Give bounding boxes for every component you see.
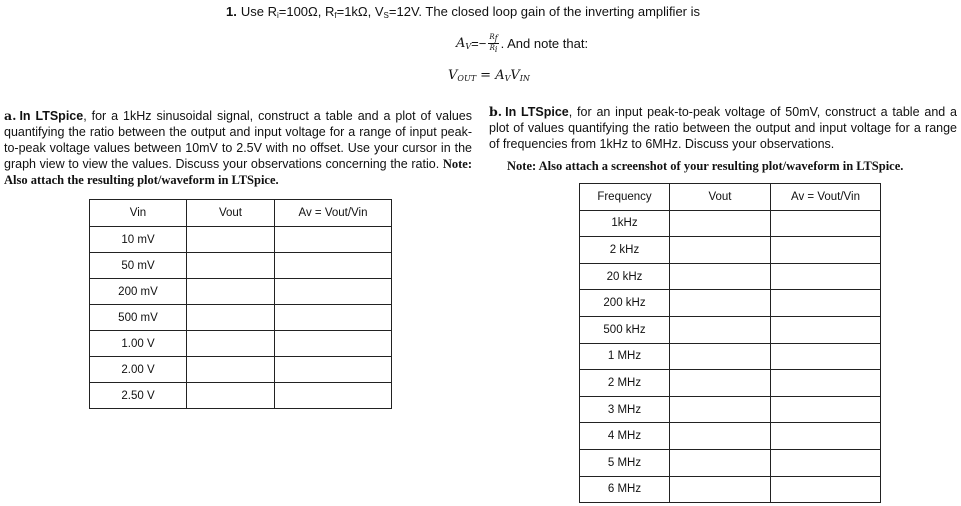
frequency-table (579, 183, 881, 503)
vout-cell[interactable] (670, 423, 771, 450)
av-cell[interactable] (771, 396, 881, 423)
av-cell[interactable] (771, 343, 881, 370)
question-number: 1. (226, 4, 237, 19)
table-row (90, 253, 392, 279)
freq-cell: 6 MHz (580, 476, 670, 503)
vout-cell[interactable] (670, 316, 771, 343)
output-equation: $V_{OUT} = A_VV_{IN}$ (448, 68, 530, 83)
table-row (580, 263, 881, 290)
av-cell[interactable] (771, 210, 881, 237)
vout-cell[interactable] (187, 305, 275, 331)
question-statement: 1. Use $R_i=100\Omega$, $R_f=1k\Omega$, $V_S=12V$. The closed loop gain of the inverting amplifier is (226, 4, 701, 20)
table-row (580, 476, 881, 503)
col-header: Av = Vout/Vin (771, 184, 881, 211)
vin-cell: 500 mV (90, 305, 187, 331)
table-row (90, 357, 392, 383)
table-row (580, 316, 881, 343)
av-cell[interactable] (771, 237, 881, 264)
vin-cell: 200 mV (90, 279, 187, 305)
table-row (580, 290, 881, 317)
table-row (90, 331, 392, 357)
av-cell[interactable] (771, 316, 881, 343)
av-cell[interactable] (771, 263, 881, 290)
table-row (580, 396, 881, 423)
freq-cell: 5 MHz (580, 449, 670, 476)
part-b-label: b. (489, 104, 503, 119)
table-row (580, 237, 881, 264)
part-a-text: a. In LTSpice, for a 1kHz sinusoidal signal, construct a table and a plot of values quantifying the ratio between the output and input voltage for a range of input peak-to-peak voltage values between 10mV to 2.5V with no offset. Use your cursor in the graph view to view the values. Discuss your observations concerning the ratio. Note: Also attach the resulting plot/waveform in LTSpice. (4, 108, 472, 187)
av-cell[interactable] (771, 370, 881, 397)
freq-cell: 1kHz (580, 210, 670, 237)
freq-cell: 200 kHz (580, 290, 670, 317)
vout-cell[interactable] (187, 253, 275, 279)
av-cell[interactable] (275, 253, 392, 279)
vout-cell[interactable] (670, 237, 771, 264)
table-header-row (90, 200, 392, 227)
col-header: Av = Vout/Vin (275, 200, 392, 227)
table-row (580, 343, 881, 370)
table-row (90, 383, 392, 409)
part-b-note: Note: Also attach a screenshot of your resulting plot/waveform in LTSpice. (507, 159, 904, 173)
vin-cell: 10 mV (90, 227, 187, 253)
av-cell[interactable] (275, 357, 392, 383)
freq-cell: 500 kHz (580, 316, 670, 343)
table-row (580, 423, 881, 450)
table-header-row (580, 184, 881, 211)
vout-cell[interactable] (670, 210, 771, 237)
vin-table (89, 199, 392, 409)
col-header: Vout (187, 200, 275, 227)
vout-cell[interactable] (670, 263, 771, 290)
freq-cell: 3 MHz (580, 396, 670, 423)
av-cell[interactable] (771, 449, 881, 476)
col-header: Vin (90, 200, 187, 227)
table-row (90, 279, 392, 305)
vin-cell: 2.00 V (90, 357, 187, 383)
vout-cell[interactable] (670, 449, 771, 476)
table-row (90, 227, 392, 253)
col-header: Frequency (580, 184, 670, 211)
gain-fraction: $\frac{R_f}{R_i}$ (489, 33, 498, 54)
vout-cell[interactable] (187, 383, 275, 409)
vout-cell[interactable] (187, 227, 275, 253)
freq-cell: 2 MHz (580, 370, 670, 397)
av-cell[interactable] (275, 227, 392, 253)
freq-cell: 4 MHz (580, 423, 670, 450)
vout-cell[interactable] (670, 396, 771, 423)
col-header: Vout (670, 184, 771, 211)
vin-cell: 50 mV (90, 253, 187, 279)
table-row (580, 449, 881, 476)
vin-cell: 1.00 V (90, 331, 187, 357)
vout-cell[interactable] (670, 343, 771, 370)
part-a-label: a. (4, 108, 17, 123)
part-a-note: Note: Also attach the resulting plot/waveform in LTSpice. (4, 157, 472, 187)
gain-equation: $A_V$ =− $\frac{R_f}{R_i}$ . And note that: (456, 33, 589, 54)
av-cell[interactable] (275, 383, 392, 409)
vout-cell[interactable] (670, 290, 771, 317)
av-cell[interactable] (275, 279, 392, 305)
av-cell[interactable] (771, 476, 881, 503)
table-row (90, 305, 392, 331)
freq-cell: 2 kHz (580, 237, 670, 264)
av-cell[interactable] (275, 331, 392, 357)
part-b-text: b. In LTSpice, for an input peak-to-peak voltage of 50mV, construct a table and a plot of values quantifying the ratio between the output and input voltage for a range of frequencies from 1kHz to 6MHz. Discuss your observations. Note: Also attach a screenshot of your resulting plot/waveform in LTSpice. (489, 104, 958, 173)
freq-cell: 1 MHz (580, 343, 670, 370)
vout-cell[interactable] (670, 370, 771, 397)
vin-cell: 2.50 V (90, 383, 187, 409)
av-cell[interactable] (771, 290, 881, 317)
table-row (580, 210, 881, 237)
vout-cell[interactable] (187, 279, 275, 305)
av-cell[interactable] (275, 305, 392, 331)
freq-cell: 20 kHz (580, 263, 670, 290)
table-row (580, 370, 881, 397)
vout-cell[interactable] (670, 476, 771, 503)
av-cell[interactable] (771, 423, 881, 450)
vout-cell[interactable] (187, 357, 275, 383)
vout-cell[interactable] (187, 331, 275, 357)
